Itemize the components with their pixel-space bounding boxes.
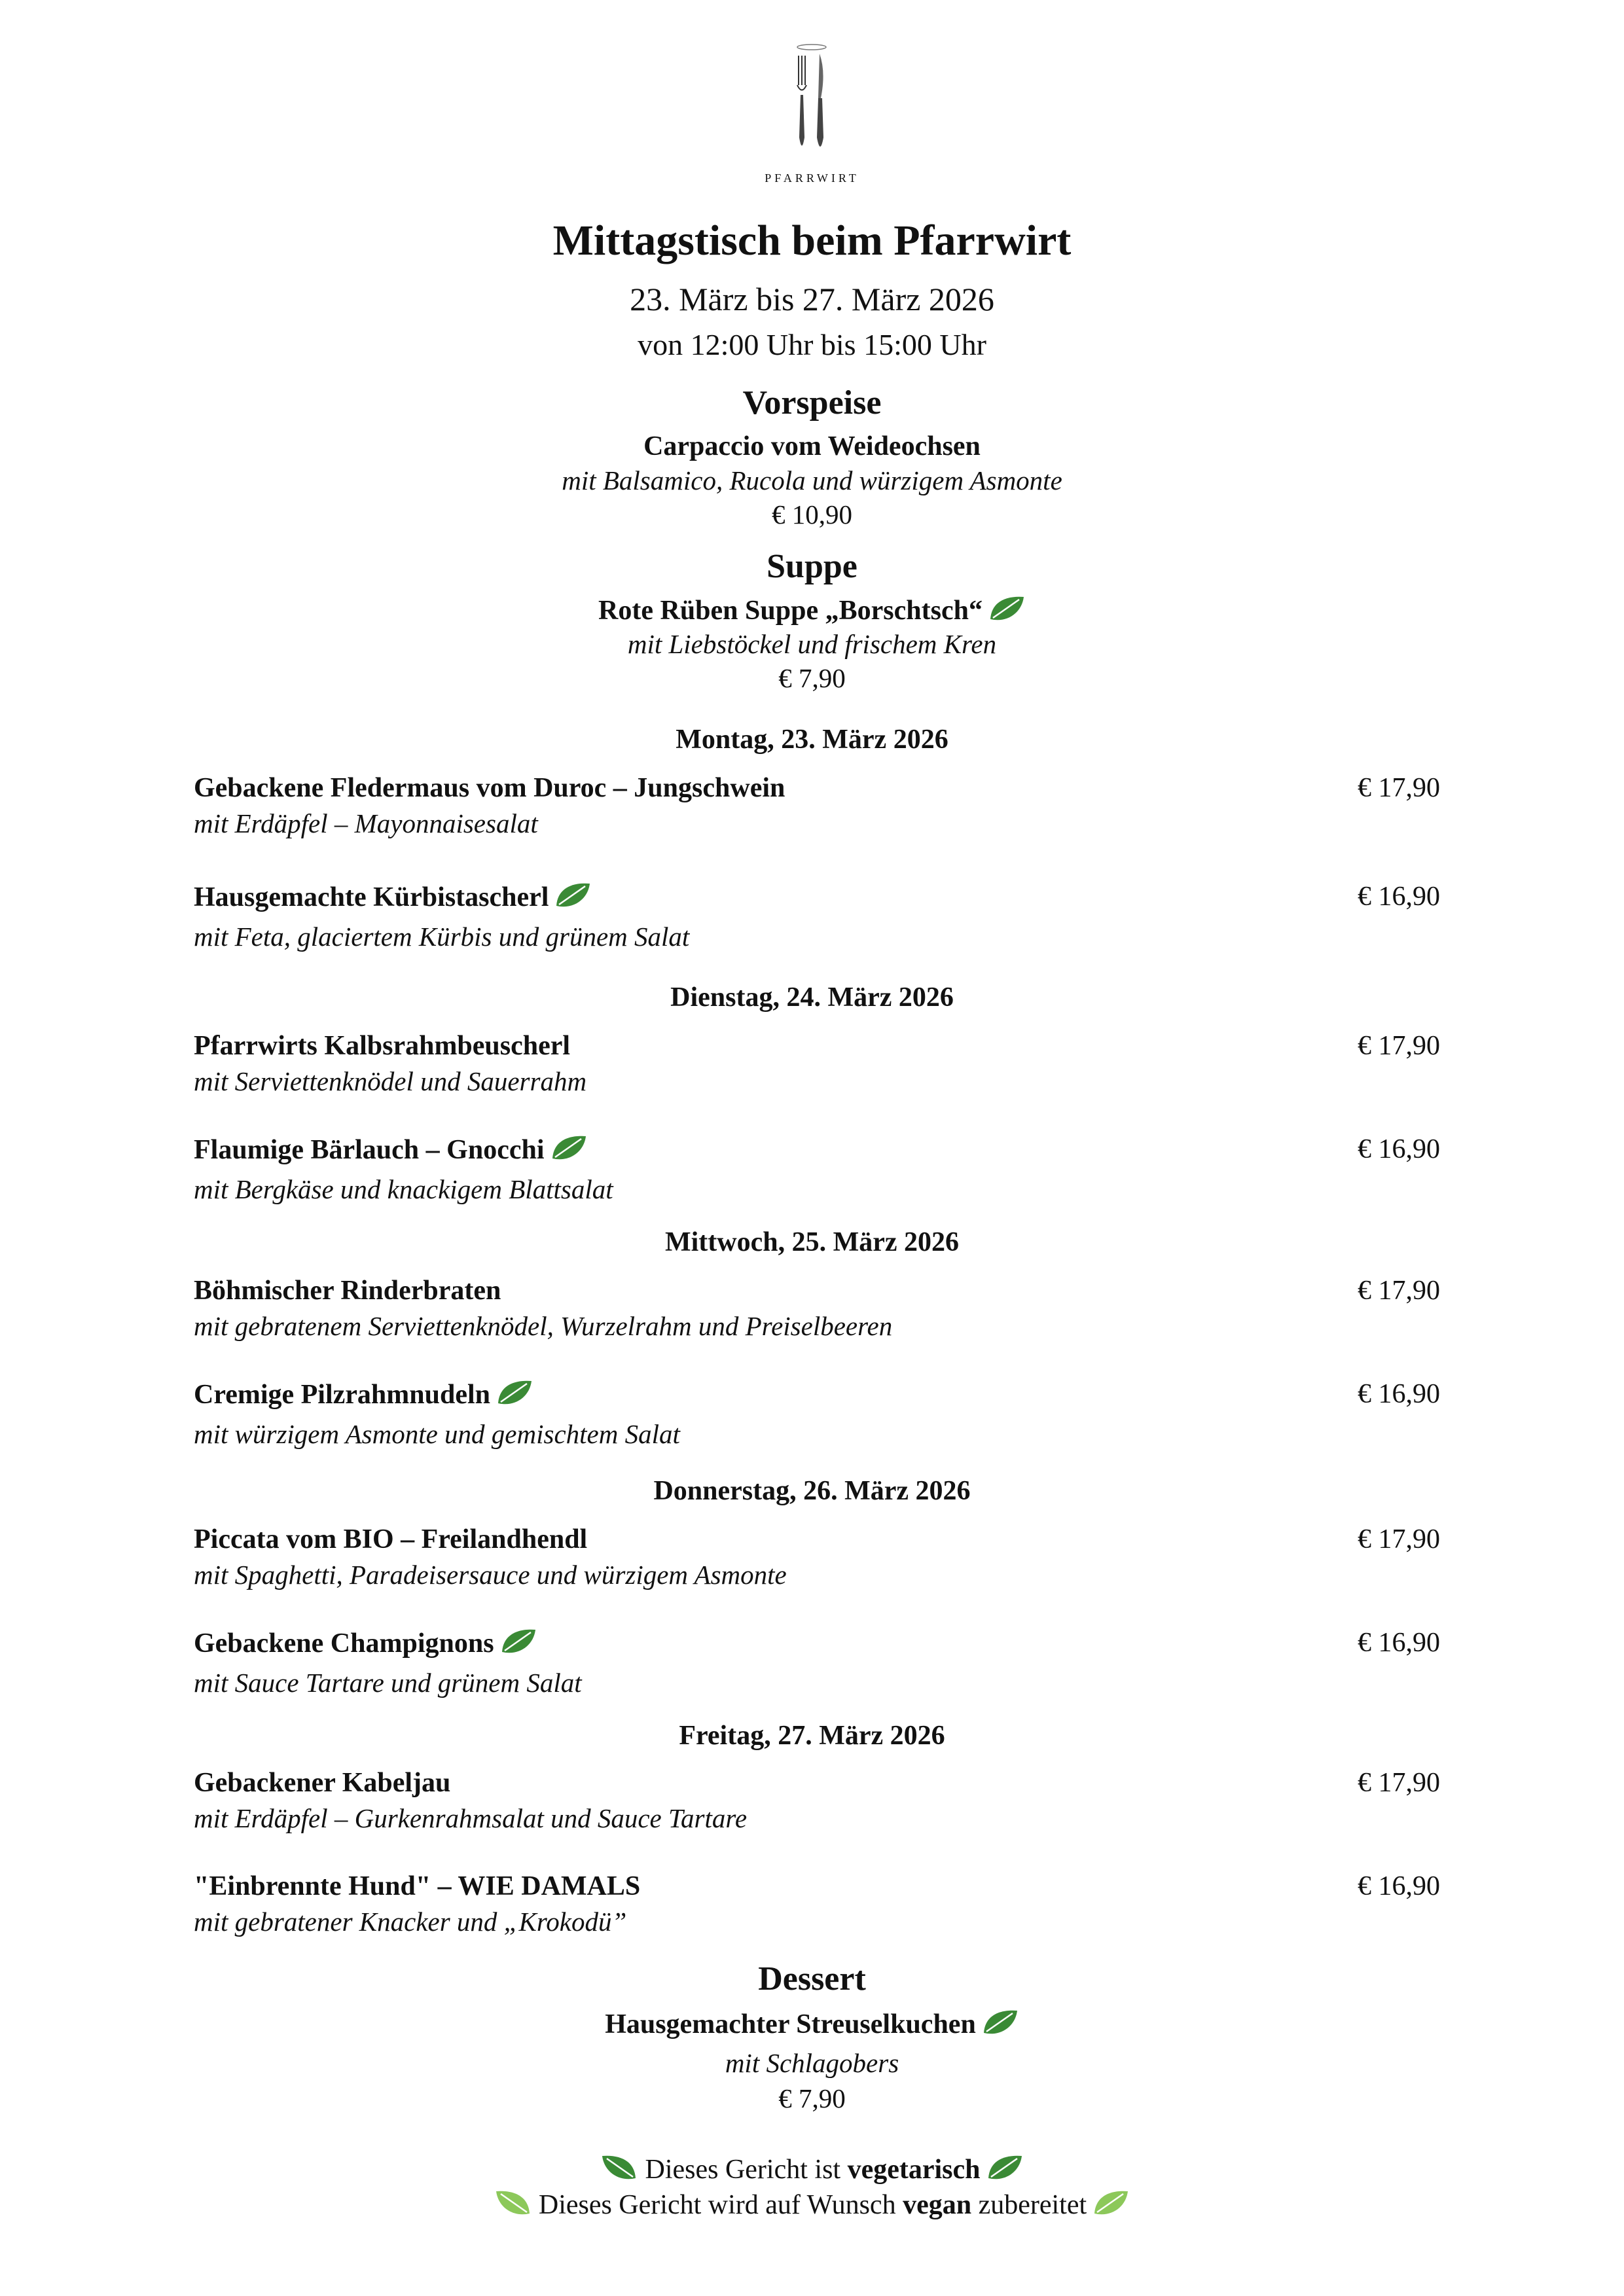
dish-desc: mit Erdäpfel – Mayonnaisesalat [194, 808, 538, 838]
soup-heading: Suppe [767, 548, 857, 585]
dish-price: € 16,90 [1358, 1628, 1440, 1658]
leaf-dark-icon [499, 1627, 537, 1663]
legend-vegan-post: zubereitet [971, 2190, 1087, 2220]
opening-hours: von 12:00 Uhr bis 15:00 Uhr [638, 328, 986, 361]
dish-price: € 16,90 [1358, 1871, 1440, 1901]
menu-item [194, 1524, 1440, 1590]
dish-name: Pfarrwirts Kalbsrahmbeuscherl [194, 1031, 571, 1061]
legend-veg-bold: vegetarisch [847, 2155, 981, 2185]
page-title: Mittagstisch beim Pfarrwirt [552, 217, 1072, 264]
legend-vegetarian [0, 2153, 1624, 2189]
logo-wordmark: PFARRWIRT [765, 171, 859, 185]
cutlery-icon [779, 39, 844, 164]
leaf-dark-icon [986, 2153, 1024, 2189]
dish-price: € 17,90 [1358, 1031, 1440, 1061]
day-heading-wednesday: Mittwoch, 25. März 2026 [664, 1227, 960, 1257]
leaf-dark-icon [554, 881, 592, 917]
leaf-light-icon [1092, 2189, 1130, 2225]
dish-name: Hausgemachte Kürbistascherl [194, 882, 549, 912]
menu-item [194, 1134, 1440, 1205]
starter-heading: Vorspeise [742, 384, 882, 422]
menu-item [194, 1378, 1440, 1450]
dish-desc: mit Bergkäse und knackigem Blattsalat [194, 1174, 613, 1204]
menu-item [194, 1030, 1440, 1097]
dish-price: € 16,90 [1358, 1134, 1440, 1164]
legend-vegan-text: Dieses Gericht wird auf Wunsch [538, 2190, 903, 2220]
leaf-dark-icon [600, 2153, 638, 2189]
menu-item [194, 1275, 1440, 1342]
menu-item [194, 1627, 1440, 1698]
dish-desc: mit würzigem Asmonte und gemischtem Salat [194, 1419, 680, 1449]
leaf-dark-icon [496, 1378, 533, 1414]
soup-desc: mit Liebstöckel und frischem Kren [627, 629, 997, 659]
dish-name: "Einbrennte Hund" – WIE DAMALS [194, 1871, 641, 1901]
dish-name: Gebackene Fledermaus vom Duroc – Jungschwein [194, 773, 785, 803]
day-heading-tuesday: Dienstag, 24. März 2026 [670, 982, 954, 1013]
dish-desc: mit Sauce Tartare und grünem Salat [194, 1668, 582, 1698]
soup-item [0, 594, 1624, 630]
dish-desc: mit gebratenem Serviettenknödel, Wurzelrahm und Preiselbeeren [194, 1311, 893, 1341]
dish-desc: mit Feta, glaciertem Kürbis und grünem Salat [194, 922, 690, 952]
dessert-desc: mit Schlagobers [725, 2048, 899, 2078]
dish-desc: mit gebratener Knacker und „Krokodü” [194, 1907, 627, 1937]
dish-name: Piccata vom BIO – Freilandhendl [194, 1524, 588, 1554]
dish-desc: mit Serviettenknödel und Sauerrahm [194, 1066, 587, 1096]
soup-price: € 7,90 [778, 663, 846, 693]
dessert-item [0, 2008, 1624, 2044]
dish-price: € 17,90 [1358, 1768, 1440, 1798]
soup-name: Rote Rüben Suppe „Borschtsch“ [598, 596, 983, 626]
leaf-dark-icon [981, 2008, 1019, 2044]
legend-veg-text: Dieses Gericht ist [645, 2155, 848, 2185]
menu-item [194, 772, 1440, 839]
dessert-name: Hausgemachter Streuselkuchen [605, 2009, 976, 2039]
dish-name: Gebackene Champignons [194, 1628, 494, 1659]
starter-price: € 10,90 [772, 499, 852, 529]
menu-item [194, 1871, 1440, 1937]
dish-desc: mit Spaghetti, Paradeisersauce und würzigem Asmonte [194, 1560, 787, 1590]
dish-price: € 17,90 [1358, 1524, 1440, 1554]
leaf-dark-icon [988, 594, 1026, 630]
dish-name: Böhmischer Rinderbraten [194, 1276, 501, 1306]
date-range: 23. März bis 27. März 2026 [630, 281, 994, 317]
day-heading-friday: Freitag, 27. März 2026 [679, 1721, 945, 1751]
day-heading-monday: Montag, 23. März 2026 [676, 725, 948, 755]
leaf-light-icon [494, 2189, 532, 2225]
dessert-heading: Dessert [758, 1960, 866, 1998]
menu-item [194, 881, 1440, 952]
legend-vegan-bold: vegan [903, 2190, 972, 2220]
leaf-dark-icon [550, 1134, 588, 1170]
dish-name: Flaumige Bärlauch – Gnocchi [194, 1135, 545, 1165]
day-heading-thursday: Donnerstag, 26. März 2026 [653, 1476, 971, 1506]
dessert-price: € 7,90 [778, 2083, 846, 2113]
starter-name: Carpaccio vom Weideochsen [643, 431, 981, 461]
dish-price: € 17,90 [1358, 773, 1440, 803]
dish-price: € 16,90 [1358, 1379, 1440, 1409]
dish-desc: mit Erdäpfel – Gurkenrahmsalat und Sauce Tartare [194, 1803, 748, 1833]
menu-item [194, 1767, 1440, 1834]
dish-price: € 16,90 [1358, 882, 1440, 912]
dish-name: Cremige Pilzrahmnudeln [194, 1380, 491, 1410]
dish-price: € 17,90 [1358, 1276, 1440, 1306]
legend-vegan [0, 2189, 1624, 2225]
dish-name: Gebackener Kabeljau [194, 1768, 451, 1798]
starter-desc: mit Balsamico, Rucola und würzigem Asmonte [562, 465, 1062, 495]
